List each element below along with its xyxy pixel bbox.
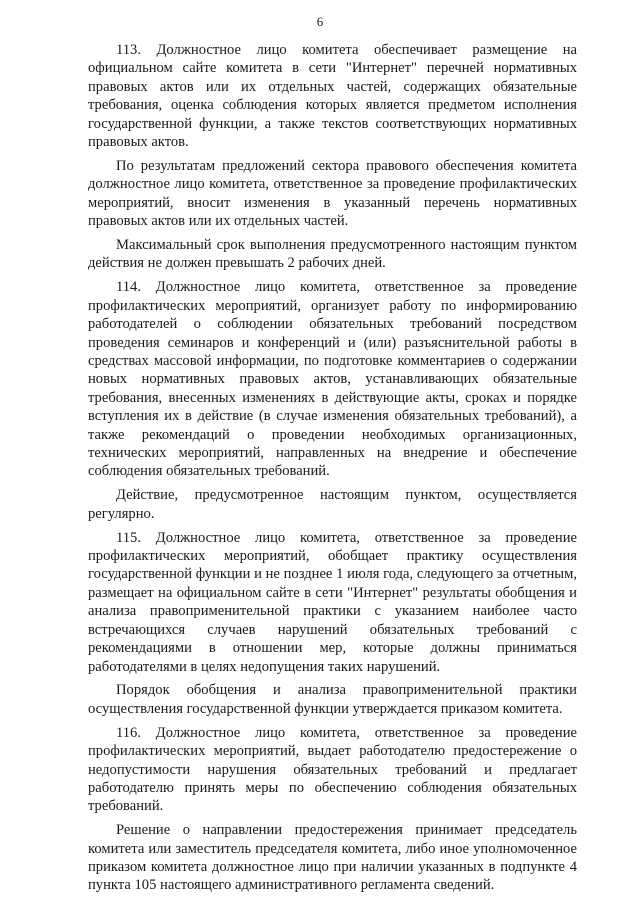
paragraph-115-procedure: Порядок обобщения и анализа правоприменительной практики осуществления государственной функции утверждается приказом комитета. [88,682,577,717]
paragraph-115: 115. Должностное лицо комитета, ответственное за проведение профилактических мероприятий, обобщает практику осуществления государственной функции и не позднее 1 июля года, следующего за отчетным, размещает на официальном сайте в сети "Интернет" результаты обобщения и анализа правоприменительной практики с указанием наиболее часто встречающихся случаев нарушений обязательных требований с рекомендациями в отношении мер, которые должны приниматься работодателями в целях недопущения таких нарушений. [88,529,577,675]
paragraph-113: 113. Должностное лицо комитета обеспечивает размещение на официальном сайте комитета в сети "Интернет" перечней нормативных правовых актов или их отдельных частей, содержащих обязательные требования, оценка соблюдения которых является предметом исполнения государственной функции, а также текстов соответствующих нормативных правовых актов. [88,42,577,151]
paragraph-113-deadline: Максимальный срок выполнения предусмотренного настоящим пунктом действия не должен превышать 2 рабочих дней. [88,237,577,272]
paragraph-116-decision: Решение о направлении предостережения принимает председатель комитета или заместитель председателя комитета, либо иное уполномоченное приказом комитета должностное лицо при наличии указанных в подпункте 4 пункта 105 настоящего административного регламента сведений. [88,822,577,894]
paragraph-113-changes: По результатам предложений сектора правового обеспечения комитета должностное лицо комитета, ответственное за проведение профилактических мероприятий, вносит изменения в указанный перечень нормативных правовых актов или их отдельных частей. [88,157,577,230]
paragraph-114: 114. Должностное лицо комитета, ответственное за проведение профилактических мероприятий, организует работу по информированию работодателей о соблюдении обязательных требований посредством проведения семинаров и конференций и (или) разъяснительной работы в средствах массовой информации, по подготовке комментариев о содержании новых нормативных правовых актов, устанавливающих обязательные требования, внесенных изменениях в действующие акты, сроках и порядке вступления их в действие (в случае изменения обязательных требований), а также рекомендаций о проведении необходимых организационных, технических мероприятий, направленных на внедрение и обеспечение соблюдения обязательных требований. [88,279,577,480]
document-body [88,41,577,900]
paragraph-114-regularity: Действие, предусмотренное настоящим пунктом, осуществляется регулярно. [88,487,577,522]
page-number: 6 [316,14,324,29]
paragraph-116: 116. Должностное лицо комитета, ответственное за проведение профилактических мероприятий, выдает работодателю предостережение о недопустимости нарушения обязательных требований и предлагает работодателю принять меры по обеспечению соблюдения обязательных требований. [88,724,577,815]
